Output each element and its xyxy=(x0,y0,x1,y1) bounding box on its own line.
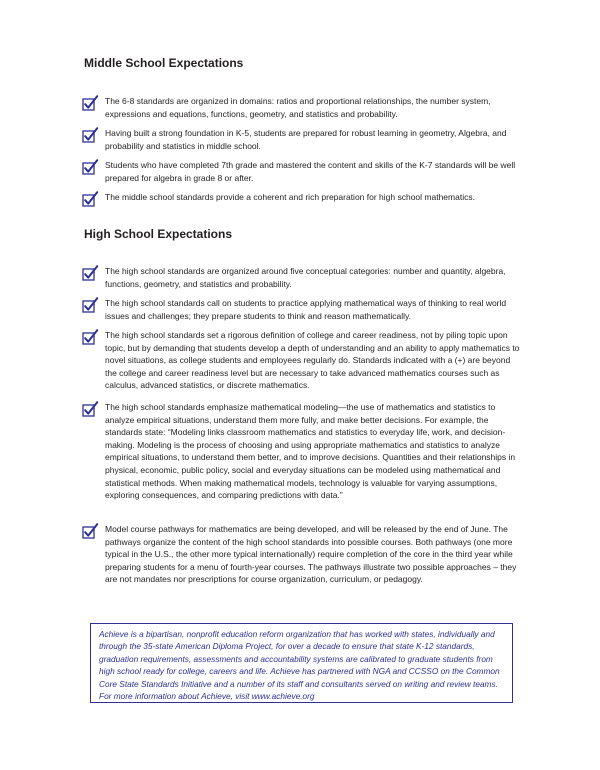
middle-school-item-text: The 6-8 standards are organized in domains: ratios and proportional relationships, the number system, expressions and equations, functions, geometry, and statistics and probability. xyxy=(105,96,491,119)
high-school-item-text: The high school standards call on students to practice applying mathematical ways of thinking to real world issues and challenges; they prepare students to think and reason mathematically. xyxy=(105,298,507,321)
high-school-item-2 xyxy=(82,297,522,322)
middle-school-item-4 xyxy=(82,191,522,204)
high-school-heading: High School Expectations xyxy=(84,227,233,241)
high-school-item-text: The high school standards are organized around five conceptual categories: number and quantity, algebra, functions, geometry, and statistics and probability. xyxy=(105,266,506,289)
high-school-item-5 xyxy=(82,523,522,586)
achieve-notice-text: Achieve is a bipartisan, nonprofit education reform organization that has worked with states, individually and through the 35-state American Diploma Project, for over a decade to ensure that state K-12 standards, graduation requirements, assessments and accountability systems are calibrated to graduate students from high school ready for college, careers and life. Achieve has partnered with NGA and CCSSO on the Common Core State Standards Initiative and a number of its staff and consultants served on writing and review teams. For more information about Achieve, visit www.achieve.org xyxy=(99,629,500,702)
middle-school-item-text: The middle school standards provide a coherent and rich preparation for high school mathematics. xyxy=(105,192,475,202)
middle-school-item-text: Students who have completed 7th grade and mastered the content and skills of the K-7 standards will be well prepared for algebra in grade 8 or after. xyxy=(105,160,516,183)
checked-box-icon xyxy=(82,265,99,282)
high-school-item-1 xyxy=(82,265,522,290)
middle-school-item-1 xyxy=(82,95,522,120)
high-school-item-text: The high school standards emphasize mathematical modeling—the use of mathematics and statistics to analyze empirical situations, understand them more fully, and make better decisions. For example, the standards state: “Modeling links classroom mathematics and statistics to everyday life, work, and decision-making. Modeling is the process of choosing and using appropriate mathematics and statistics to analyze empirical situations, to understand them better, and to improve decisions. Quantities and their relationships in physical, economic, public policy, social and everyday situations can be modeled using mathematical and statistical methods. When making mathematical models, technology is valuable for varying assumptions, exploring consequences, and comparing predictions with data.” xyxy=(105,402,516,501)
middle-school-item-text: Having built a strong foundation in K-5, students are prepared for robust learning in geometry, Algebra, and probability and statistics in middle school. xyxy=(105,128,507,151)
checked-box-icon xyxy=(82,127,99,144)
middle-school-item-3 xyxy=(82,159,522,184)
high-school-item-4 xyxy=(82,401,522,502)
high-school-item-text: The high school standards set a rigorous definition of college and career readiness, not by piling topic upon topic, but by demanding that students develop a depth of understanding and an ability to apply mathematics to novel situations, as college students and employees regularly do. Standards indicated with a (+) are beyond the college and career readiness level but are necessary to take advanced mathematics courses such as calculus, advanced statistics, or discrete mathematics. xyxy=(105,330,520,391)
checked-box-icon xyxy=(82,329,99,346)
checked-box-icon xyxy=(82,191,99,208)
high-school-item-3 xyxy=(82,329,522,392)
middle-school-item-2 xyxy=(82,127,522,152)
high-school-item-text: Model course pathways for mathematics are being developed, and will be released by the end of June. The pathways organize the content of the high school standards into possible courses. Both pathways (one more typical in the U.S., the other more typical internationally) require completion of the core in the third year while preparing students for a menu of fourth-year courses. The pathways illustrate two possible approaches – they are not mandates nor prescriptions for course organization, curriculum, or pedagogy. xyxy=(105,524,517,585)
checked-box-icon xyxy=(82,401,99,418)
checked-box-icon xyxy=(82,95,99,112)
middle-school-heading: Middle School Expectations xyxy=(84,56,244,70)
checked-box-icon xyxy=(82,297,99,314)
achieve-notice-box xyxy=(90,623,513,703)
checked-box-icon xyxy=(82,159,99,176)
checked-box-icon xyxy=(82,523,99,540)
